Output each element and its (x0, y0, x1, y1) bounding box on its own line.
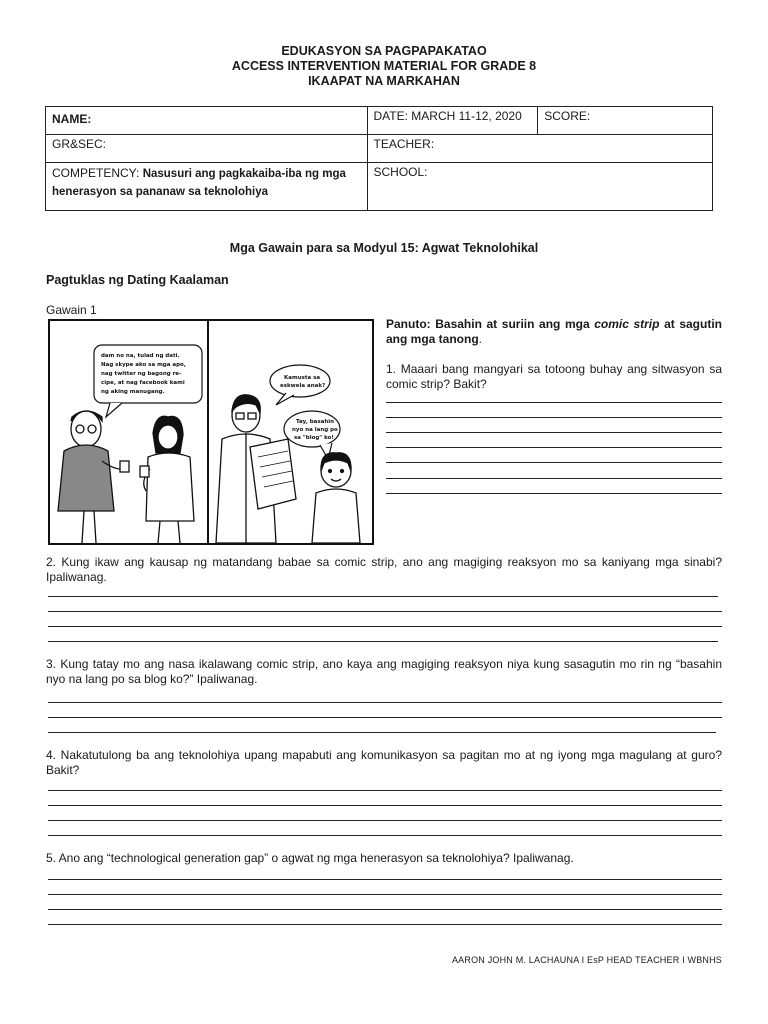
question-5: 5. Ano ang “technological generation gap” o agwat ng mga henerasyon sa teknolohiya? Ipaliwanag. (46, 851, 574, 865)
score-field[interactable] (538, 107, 713, 135)
answer-line[interactable] (48, 894, 722, 895)
bubble-tail (276, 393, 294, 405)
bubble2-line1: Kamusta sa (284, 375, 321, 381)
bubble2-line2: eskwela anak? (280, 383, 326, 389)
answer-line[interactable] (48, 626, 722, 627)
answer-line[interactable] (48, 820, 722, 821)
answer-line[interactable] (386, 432, 722, 433)
bubble1-line3: nag twitter ng bagong re- (101, 371, 182, 377)
school-field[interactable] (367, 163, 713, 211)
answer-line[interactable] (386, 447, 722, 448)
grsec-label: GR&SEC: (52, 137, 107, 151)
child-figure (312, 453, 360, 543)
author-footer: AARON JOHN M. LACHAUNA I EsP HEAD TEACHER I WBNHS (451, 955, 722, 965)
activity-label: Gawain 1 (46, 303, 97, 317)
subject-title: EDUKASYON SA PAGPAPAKATAO (281, 44, 487, 58)
competency-label: COMPETENCY: (52, 166, 143, 180)
answer-line[interactable] (48, 909, 722, 910)
answer-line[interactable] (48, 835, 722, 836)
speech-bubble-father (270, 365, 330, 397)
answer-line[interactable] (48, 805, 722, 806)
answer-line[interactable] (48, 611, 722, 612)
answer-line[interactable] (48, 879, 722, 880)
grsec-field[interactable] (46, 135, 368, 163)
answer-line[interactable] (48, 924, 722, 925)
section-title: Pagtuklas ng Dating Kaalaman (46, 273, 229, 287)
date-field (367, 107, 538, 135)
father-figure (216, 395, 296, 543)
document-header (0, 44, 768, 89)
daughter-in-law-figure (140, 416, 194, 543)
instructions-end: . (478, 332, 483, 346)
bubble3-line2: nyo na lang po (292, 427, 338, 433)
comic-strip (48, 319, 374, 545)
instructions-label: Panuto: Basahin at suriin ang mga (386, 317, 595, 331)
bubble1-line1: dam no na, tulad ng dati. (101, 353, 180, 359)
answer-line[interactable] (48, 596, 718, 597)
bubble1-line5: ng aking manugang. (101, 389, 165, 395)
answer-line[interactable] (48, 732, 716, 733)
bubble3-line3: sa "blog" ko! (294, 435, 334, 441)
teacher-field[interactable] (367, 135, 713, 163)
answer-line[interactable] (386, 417, 722, 418)
teacher-label: TEACHER: (373, 137, 435, 151)
quarter-title: IKAAPAT NA MARKAHAN (308, 74, 460, 88)
instructions (386, 317, 722, 347)
answer-line[interactable] (386, 462, 722, 463)
question-1: 1. Maaari bang mangyari sa totoong buhay ang sitwasyon sa comic strip? Bakit? (386, 362, 722, 391)
answer-line[interactable] (386, 493, 722, 494)
answer-line[interactable] (48, 790, 722, 791)
grandmother-figure (58, 411, 129, 543)
bubble1-line4: cipe, at nag facebook kami (101, 380, 185, 386)
competency-field (46, 163, 368, 211)
question-2: 2. Kung ikaw ang kausap ng matandang babae sa comic strip, ano ang magiging reaksyon mo sa kaniyang mga sinabi? Ipaliwanag. (46, 555, 722, 584)
name-field[interactable] (46, 107, 368, 135)
activities-title: Mga Gawain para sa Modyul 15: Agwat Teknolohikal (229, 241, 539, 255)
answer-line[interactable] (386, 402, 722, 403)
answer-line[interactable] (48, 717, 722, 718)
school-label: SCHOOL: (373, 165, 428, 179)
score-label: SCORE: (544, 109, 591, 123)
question-4: 4. Nakatutulong ba ang teknolohiya upang mapabuti ang komunikasyon sa pagitan mo at ng iyong mga magulang at guro? Bakit? (46, 748, 722, 777)
bubble1-line2: Nag skype ako sa mga apo, (101, 362, 186, 368)
name-label: NAME: (52, 112, 92, 126)
answer-line[interactable] (48, 641, 718, 642)
answer-line[interactable] (386, 478, 722, 479)
bubble-tail (106, 403, 122, 417)
instructions-italic: comic strip (594, 317, 660, 331)
answer-line[interactable] (48, 702, 722, 703)
student-info-table (45, 106, 713, 211)
competency-text: Nasusuri ang pagkakaiba-iba ng mga henerasyon sa pananaw sa teknolohiya (52, 168, 346, 198)
comic-illustration (50, 321, 372, 543)
material-title: ACCESS INTERVENTION MATERIAL FOR GRADE 8 (231, 59, 537, 73)
instructions-rest: at sagutin ang mga tanong (386, 317, 722, 346)
bubble3-line1: Tay, basahin (296, 419, 335, 425)
question-3: 3. Kung tatay mo ang nasa ikalawang comic strip, ano kaya ang magiging reaksyon niya kung sasagutin mo rin ng “basahin nyo na lang po sa blog ko?” Ipaliwanag. (46, 657, 722, 686)
date-label: DATE: MARCH 11-12, 2020 (373, 109, 522, 123)
